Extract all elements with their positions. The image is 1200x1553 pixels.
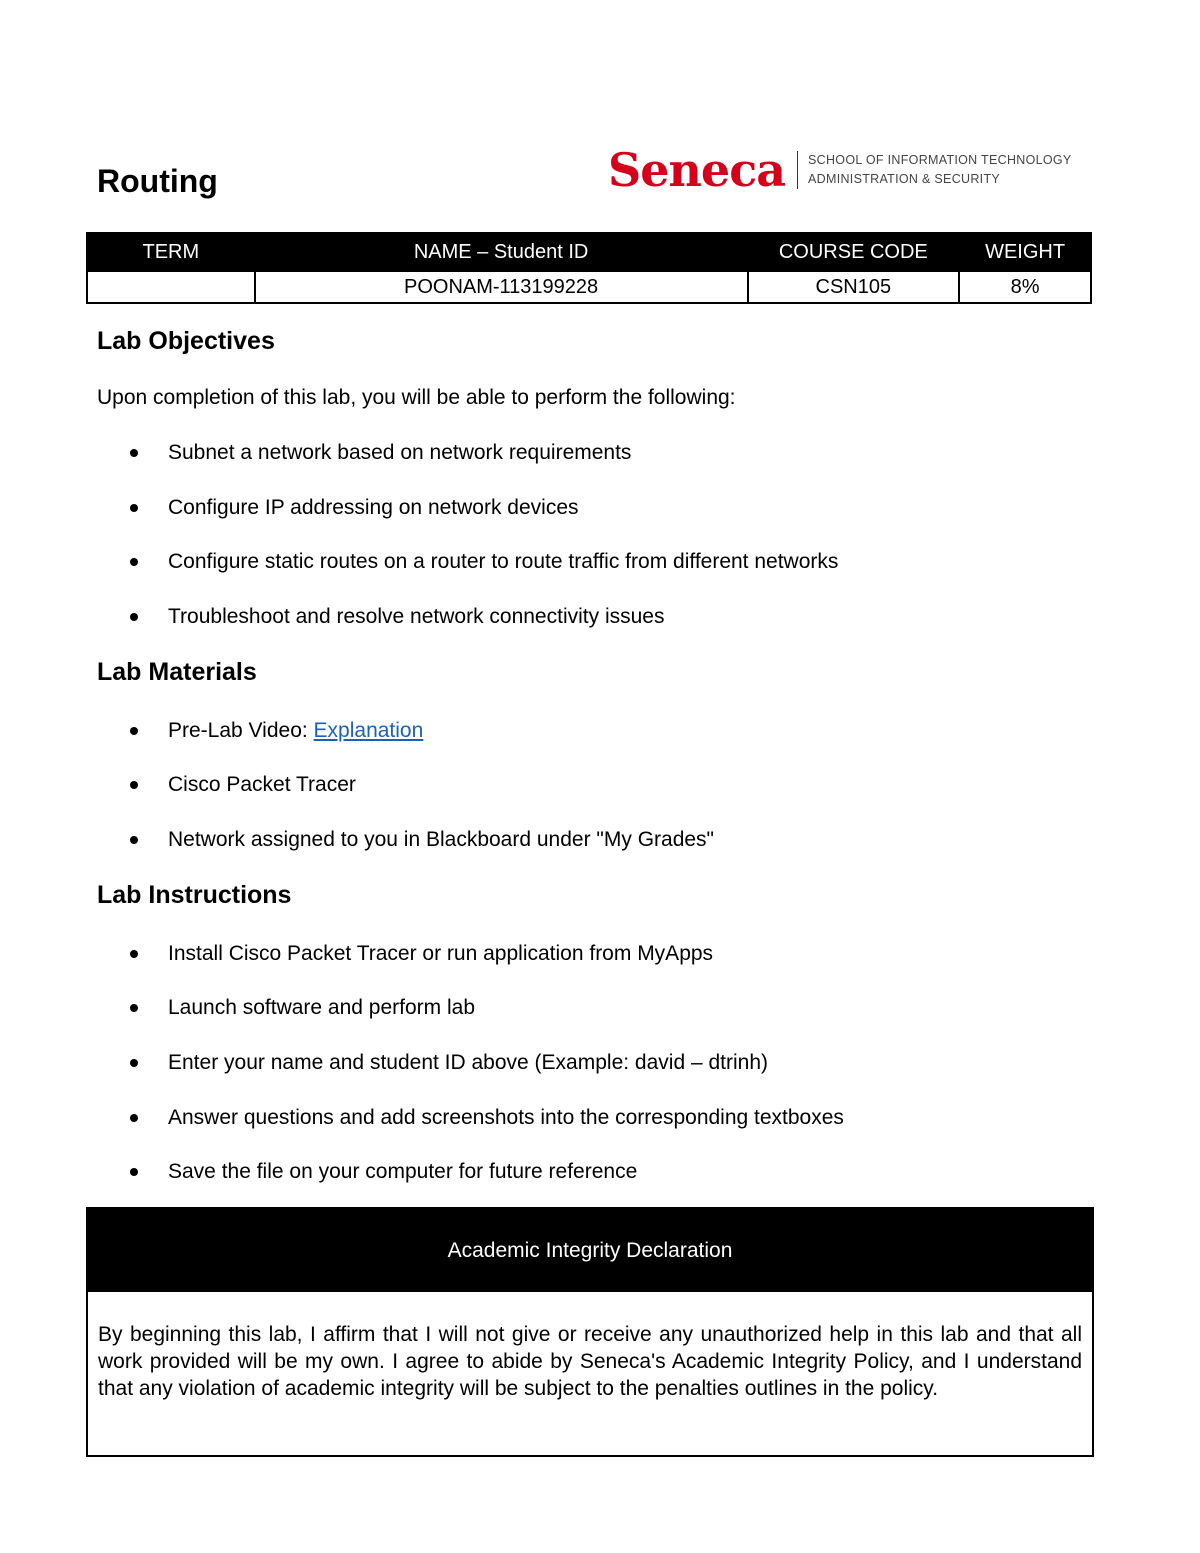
bullet-icon: [130, 504, 138, 512]
list-item: [130, 1160, 637, 1184]
list-item: [130, 996, 475, 1020]
materials-heading: Lab Materials: [97, 658, 257, 686]
bullet-icon: [130, 727, 138, 735]
bullet-icon: [130, 781, 138, 789]
bullet-icon: [130, 1168, 138, 1176]
logo-subtitle-line2: ADMINISTRATION & SECURITY: [808, 172, 1001, 186]
header-name-student-id: NAME – Student ID: [255, 233, 748, 271]
list-item-text: Answer questions and add screenshots into the corresponding textboxes: [168, 1106, 844, 1129]
list-item-text: Network assigned to you in Blackboard under "My Grades": [168, 828, 715, 851]
list-item-text: Install Cisco Packet Tracer or run application from MyApps: [168, 942, 714, 965]
bullet-icon: [130, 613, 138, 621]
list-item-text: Enter your name and student ID above (Example: david – dtrinh): [168, 1051, 768, 1074]
objectives-heading: Lab Objectives: [97, 327, 275, 355]
list-item-text: Cisco Packet Tracer: [168, 773, 356, 796]
bullet-icon: [130, 1114, 138, 1122]
bullet-icon: [130, 449, 138, 457]
bullet-icon: [130, 1004, 138, 1012]
instructions-heading: Lab Instructions: [97, 881, 292, 909]
bullet-icon: [130, 558, 138, 566]
objectives-intro: Upon completion of this lab, you will be able to perform the following:: [97, 386, 736, 409]
cell-course-code[interactable]: CSN105: [748, 271, 960, 303]
table-row: [87, 271, 1091, 303]
seneca-logo: [608, 142, 1072, 198]
declaration-title: Academic Integrity Declaration: [88, 1209, 1092, 1292]
list-item: [130, 942, 713, 966]
list-item: [130, 773, 356, 797]
list-item: [130, 828, 714, 852]
header-course-code: COURSE CODE: [748, 233, 960, 271]
cell-term[interactable]: [87, 271, 255, 303]
declaration-text: By beginning this lab, I affirm that I will not give or receive any unauthorized help in this lab and that all work provided will be my own. I agree to abide by Seneca's Academic Integrity Policy, and I understand that any violation of academic integrity will be subject to the penalties outlines in the policy.: [98, 1323, 1082, 1400]
list-item: [130, 1106, 844, 1130]
logo-divider: [797, 151, 798, 189]
table-header-row: [87, 233, 1091, 271]
cell-weight[interactable]: 8%: [959, 271, 1091, 303]
list-item-text: [168, 719, 423, 743]
logo-subtitle-line1: SCHOOL OF INFORMATION TECHNOLOGY: [808, 153, 1072, 167]
list-item: [130, 496, 579, 520]
header-term: TERM: [87, 233, 255, 271]
list-item: [130, 441, 631, 465]
list-item-text: Troubleshoot and resolve network connectivity issues: [168, 605, 665, 628]
list-item: [130, 550, 838, 574]
bullet-icon: [130, 950, 138, 958]
cell-name-student-id[interactable]: POONAM-113199228: [255, 271, 748, 303]
video-label: Pre-Lab Video:: [168, 719, 314, 742]
explanation-link[interactable]: Explanation: [313, 719, 424, 742]
course-info-table: [86, 232, 1092, 304]
list-item-text: Launch software and perform lab: [168, 996, 476, 1019]
list-item-text: Configure IP addressing on network devices: [168, 496, 579, 519]
bullet-icon: [130, 1059, 138, 1067]
academic-integrity-box: [86, 1207, 1094, 1457]
list-item-text: Configure static routes on a router to route traffic from different networks: [168, 550, 839, 573]
list-item: [130, 605, 664, 629]
list-item-text: Save the file on your computer for future reference: [168, 1160, 638, 1183]
logo-subtitle: [808, 151, 1072, 189]
page-title: Routing: [97, 163, 218, 199]
list-item: [130, 719, 423, 743]
list-item-text: Subnet a network based on network requirements: [168, 441, 632, 464]
bullet-icon: [130, 836, 138, 844]
list-item: [130, 1051, 768, 1075]
header-weight: WEIGHT: [959, 233, 1091, 271]
logo-wordmark: Seneca: [608, 143, 786, 197]
